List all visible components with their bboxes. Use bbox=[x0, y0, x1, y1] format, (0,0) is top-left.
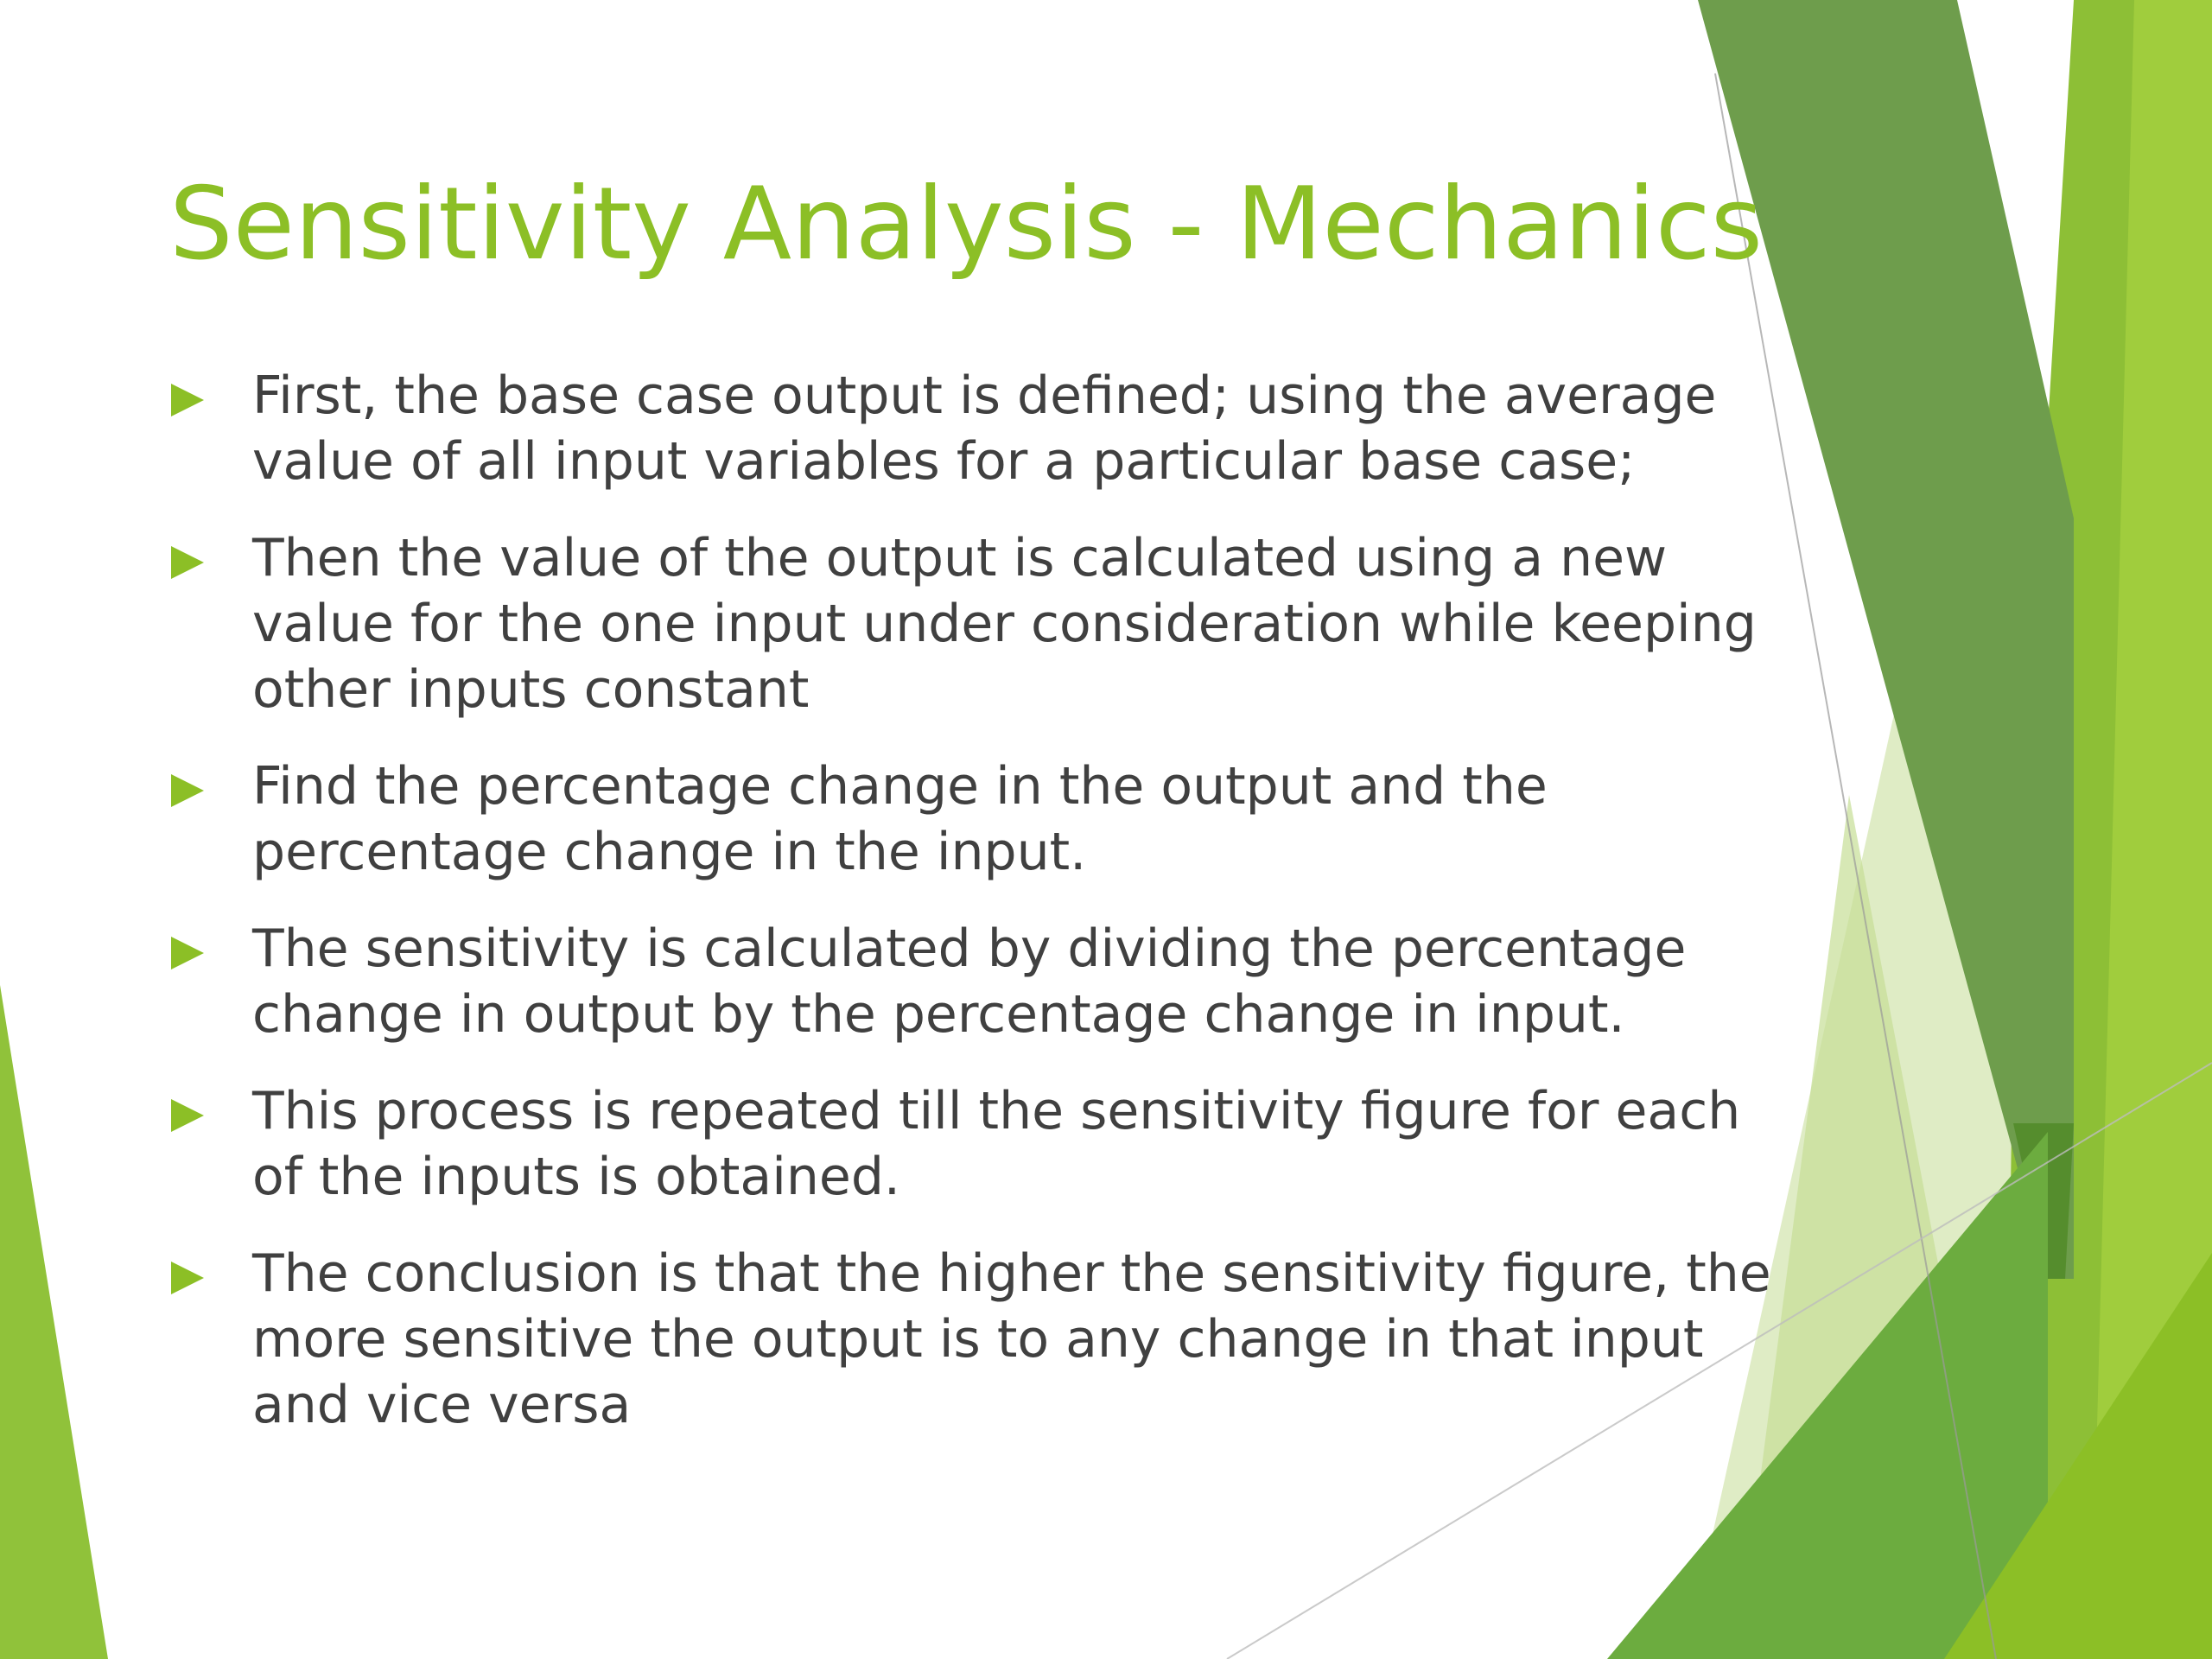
slide-title: Sensitivity Analysis - Mechanics bbox=[169, 166, 1764, 283]
triangle-arrow-icon bbox=[171, 937, 204, 969]
left-accent-shape bbox=[0, 985, 108, 1659]
bullet-text: Find the percentage change in the output and the percentage change in the input. bbox=[252, 756, 1548, 882]
bullet-item bbox=[169, 1241, 1785, 1438]
bullet-item bbox=[169, 916, 1785, 1047]
bullet-text: Then the value of the output is calculated using a new value for the one input under consideration while keeping other inputs constant bbox=[252, 528, 1757, 720]
bullet-text: This process is repeated till the sensitivity figure for each of the inputs is obtained. bbox=[252, 1081, 1741, 1207]
bullet-text: The sensitivity is calculated by dividing the percentage change in output by the percentage change in input. bbox=[252, 918, 1687, 1045]
bullet-item bbox=[169, 753, 1785, 885]
bullet-item bbox=[169, 525, 1785, 722]
triangle-arrow-icon bbox=[171, 1262, 204, 1294]
bullet-text: First, the base case output is defined; using the average value of all input variables for a particular base case; bbox=[252, 365, 1717, 492]
bullet-item bbox=[169, 1078, 1785, 1210]
triangle-arrow-icon bbox=[171, 546, 204, 579]
triangle-arrow-icon bbox=[171, 1099, 204, 1132]
triangle-arrow-icon bbox=[171, 384, 204, 416]
bullet-item bbox=[169, 363, 1785, 494]
triangle-arrow-icon bbox=[171, 774, 204, 807]
bullet-list bbox=[169, 363, 1785, 1469]
bullet-text: The conclusion is that the higher the sensitivity figure, the more sensitive the output is to any change in that input and vice versa bbox=[252, 1243, 1771, 1435]
